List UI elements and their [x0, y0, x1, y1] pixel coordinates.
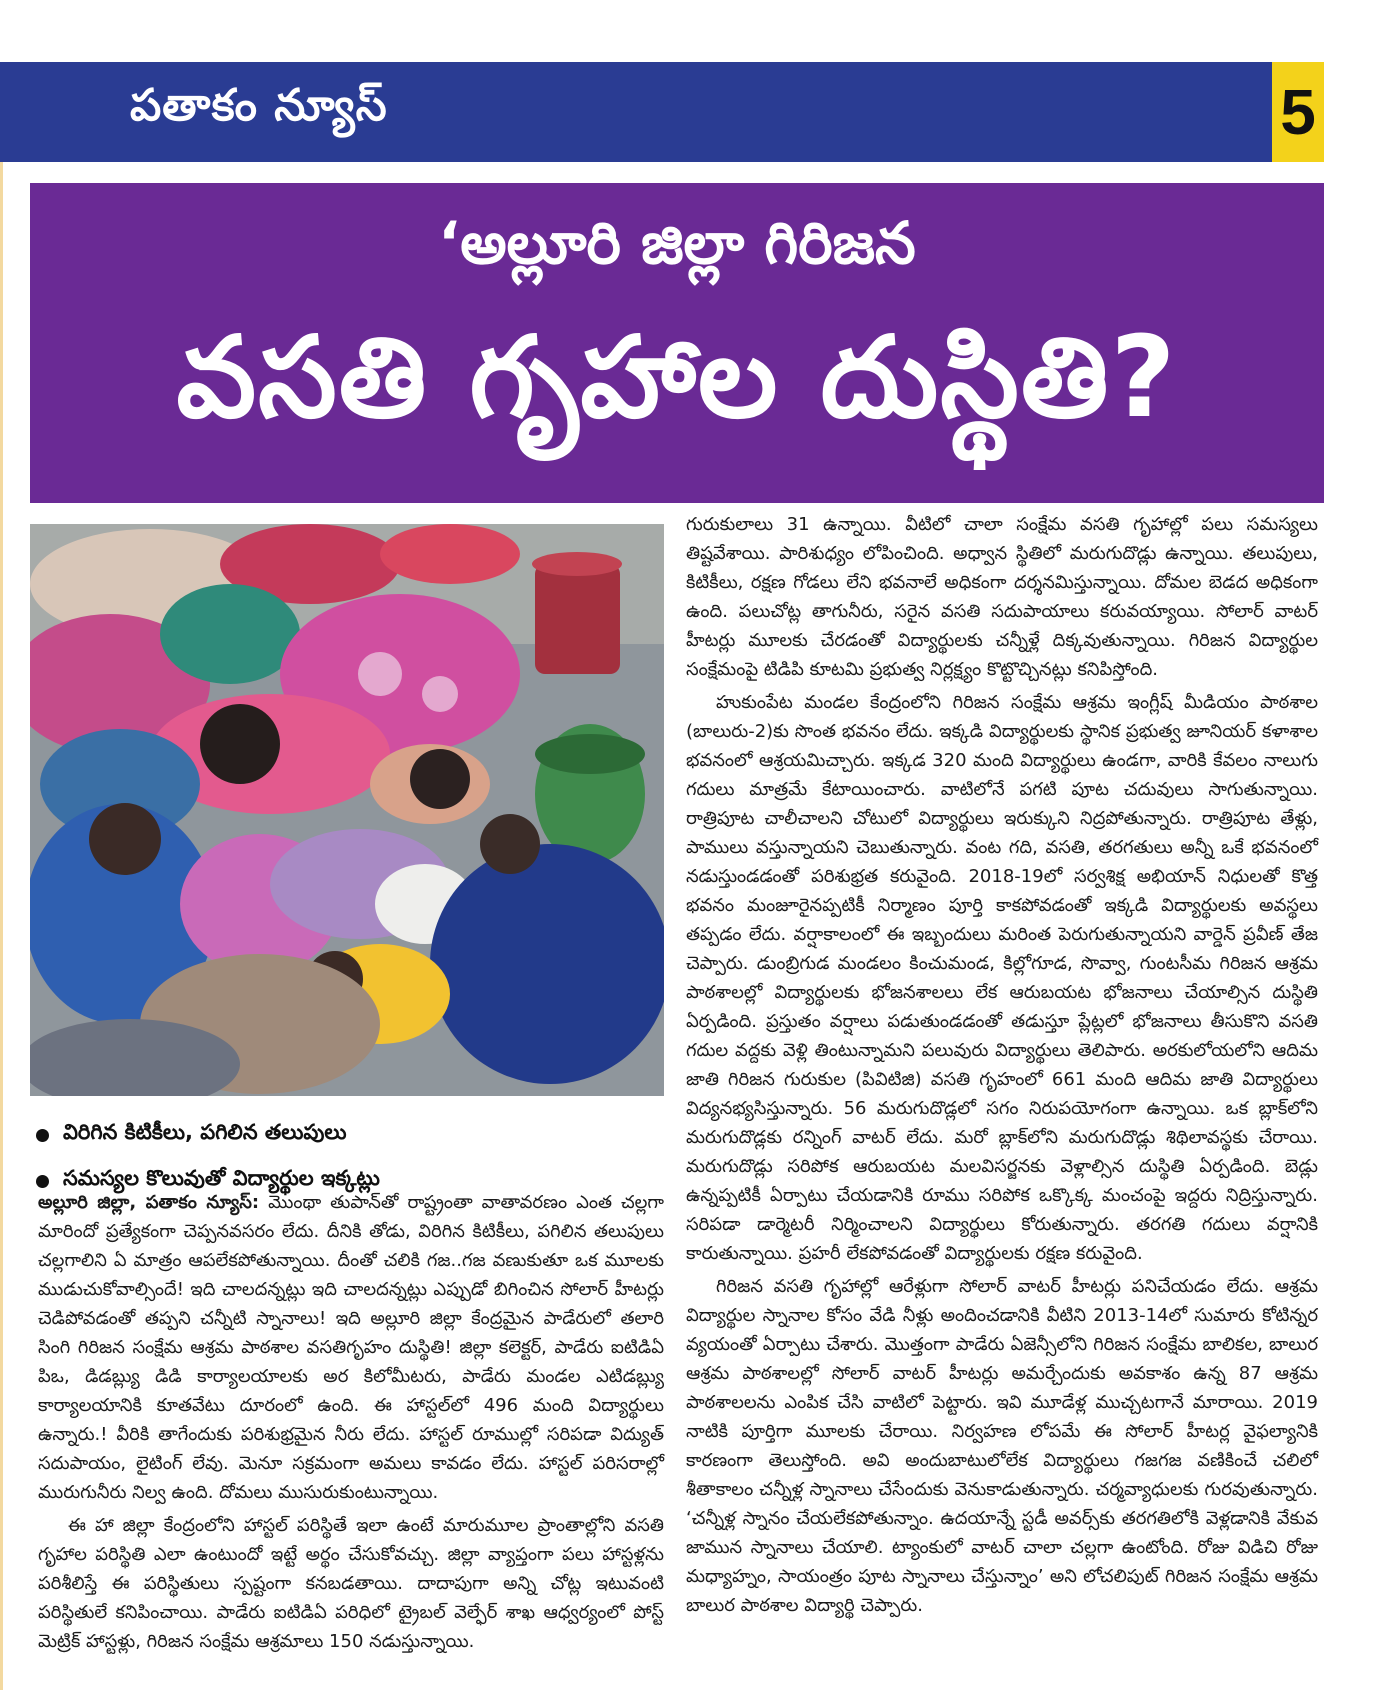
left-margin-rule [0, 160, 3, 1690]
highlight-text: విరిగిన కిటికీలు, పగిలిన తలుపులు [63, 1120, 347, 1144]
newspaper-title: పతాకం న్యూస్ [130, 80, 388, 131]
article-paragraph [38, 1188, 664, 1507]
news-photo [30, 524, 664, 1096]
masthead [0, 62, 1324, 162]
article-column-left [38, 1188, 664, 1660]
headline-kicker: ‘అల్లూరి జిల్లా గిరిజన [438, 209, 916, 277]
bullet-icon [36, 1175, 49, 1188]
article-paragraph: గిరిజన వసతి గృహాల్లో ఆరేళ్లుగా సోలార్ వాటర్ హీటర్లు పనిచేయడం లేదు. ఆశ్రమ విద్యార్థుల స్నానాల కోసం వేడి నీళ్లు అందించడానికి వీటిని 2013-14లో సుమారు కోటిన్నర వ్యయంతో ఏర్పాటు చేశారు. మొత్తంగా పాడేరు ఏజెన్సీలోని గిరిజన సంక్షేమ బాలికల, బాలుర ఆశ్రమ పాఠశాలల్లో సోలార్ వాటర్ హీటర్లు అమర్చేందుకు అవకాశం ఉన్న 87 ఆశ్రమ పాఠశాలలను ఎంపిక చేసి వాటిలో పెట్టారు. ఇవి మూడేళ్ల ముచ్చటగానే మారాయి. 2019 నాటికి పూర్తిగా మూలకు చేరాయి. నిర్వహణ లోపమే ఈ సోలార్ హీటర్ల వైఫల్యానికి కారణంగా తెలుస్తోంది. అవి అందుబాటులోలేక విద్యార్థులు గజగజ వణికించే చలిలో శీతాకాలం చన్నీళ్ల స్నానాలు చేసేందుకు వెనుకాడుతున్నారు. చర్మవ్యాధులకు గురవుతున్నారు. ‘చన్నీళ్ల స్నానం చేయలేకపోతున్నాం. ఉదయాన్నే స్టడీ అవర్స్‌కు తరగతిలోకి వెళ్లడానికి వేకువ జామున స్నానాలు చేయాలి. ట్యాంకులో వాటర్ చాలా చల్లగా ఉంటోంది. రోజు విడిచి రోజు మధ్యాహ్నం, సాయంత్రం పూట స్నానాలు చేస్తున్నాం’ అని లోచలిపుట్ గిరిజన సంక్షేమ ఆశ్రమ బాలుర పాఠశాల విద్యార్థి చెప్పారు. [686, 1276, 1318, 1616]
article-column-right [686, 510, 1318, 1624]
hostel-students-photo [30, 524, 664, 1096]
article-paragraph: ఈ హా జిల్లా కేంద్రంలోని హాస్టల్ పరిస్థితే ఇలా ఉంటే మారుమూల ప్రాంతాల్లోని వసతి గృహాల పరిస్థితి ఎలా ఉంటుందో ఇట్టే అర్థం చేసుకోవచ్చు. జిల్లా వ్యాప్తంగా పలు హాస్టళ్లను పరిశీలిస్తే ఈ పరిస్థితులు స్పష్టంగా కనబడతాయి. దాదాపుగా అన్ని చోట్ల ఇటువంటి పరిస్థితులే కనిపించాయి. పాడేరు ఐటిడిఏ పరిధిలో ట్రైబల్ వెల్ఫేర్ శాఖ ఆధ్వర్యంలో పోస్ట్ మెట్రిక్ హాస్టళ్లు, గిరిజన సంక్షేమ ఆశ్రమాలు 150 నడుస్తున్నాయి. [38, 1515, 664, 1652]
highlight-item [30, 1112, 664, 1158]
highlight-text: సమస్యల కొలువుతో విద్యార్థుల ఇక్కట్లు [63, 1166, 380, 1190]
headline-banner [30, 183, 1324, 503]
main-headline: వసతి గృహాల దుస్థితి? [176, 313, 1178, 443]
article-paragraph: గురుకులాలు 31 ఉన్నాయి. వీటిలో చాలా సంక్షేమ వసతి గృహాల్లో పలు సమస్యలు తిష్టవేశాయి. పారిశుధ్యం లోపించింది. అధ్వాన స్థితిలో మరుగుదొడ్లు ఉన్నాయి. తలుపులు, కిటికీలు, రక్షణ గోడలు లేని భవనాలే అధికంగా దర్శనమిస్తున్నాయి. దోమల బెడద అధికంగా ఉంది. పలుచోట్ల తాగునీరు, సరైన వసతి సదుపాయాలు కరువయ్యాయి. సోలార్ వాటర్ హీటర్లు మూలకు చేరడంతో విద్యార్థులకు చన్నీళ్లే దిక్కవుతున్నాయి. గిరిజన విద్యార్థుల సంక్షేమంపై టిడిపి కూటమి ప్రభుత్వ నిర్లక్ష్యం కొట్టొచ్చినట్లు కనిపిస్తోంది. [686, 514, 1318, 680]
article-paragraph: హుకుంపేట మండల కేంద్రంలోని గిరిజన సంక్షేమ ఆశ్రమ ఇంగ్లీష్ మీడియం పాఠశాల (బాలురు-2)కు సొంత భవనం లేదు. ఇక్కడి విద్యార్థులకు స్థానిక ప్రభుత్వ జూనియర్ కళాశాల భవనంలో ఆశ్రయమిచ్చారు. ఇక్కడ 320 మంది విద్యార్థులు ఉండగా, వారికి కేవలం నాలుగు గదులు మాత్రమే కేటాయించారు. వాటిలోనే పగటి పూట చదువులు సాగుతున్నాయి. రాత్రిపూట చాలీచాలని చోటులో విద్యార్థులు ఇరుక్కుని నిద్రపోతున్నారు. రాత్రిపూట తేళ్లు, పాములు వస్తున్నాయని చెబుతున్నారు. వంట గది, వసతి, తరగతులు అన్నీ ఒకే భవనంలో నడుస్తుండడంతో పరిశుభ్రత కరువైంది. 2018-19లో సర్వశిక్ష అభియాన్ నిధులతో కొత్త భవనం మంజూరైనప్పటికీ నిర్మాణం పూర్తి కాకపోవడంతో ఇక్కడి విద్యార్థులకు అవస్థలు తప్పడం లేదు. వర్షాకాలంలో ఈ ఇబ్బందులు మరింత పెరుగుతున్నాయని వార్డెన్ ప్రవీణ్ తేజ చెప్పారు. డుంబ్రిగుడ మండలం కించుమండ, కిల్లోగూడ, సొవ్వా, గుంటసీమ గిరిజన ఆశ్రమ పాఠశాలల్లో విద్యార్థులకు భోజనశాలలు లేక ఆరుబయట భోజనాలు చేయాల్సిన దుస్థితి ఏర్పడింది. ప్రస్తుతం వర్షాలు పడుతుండడంతో తడుస్తూ ప్లేట్లలో భోజనాలు తీసుకొని వసతి గదుల వద్దకు వెళ్లి తింటున్నామని పలువురు విద్యార్థులు తెలిపారు. అరకులోయలోని ఆదిమ జాతి గిరిజన గురుకుల (పివిటిజి) వసతి గృహంలో 661 మంది ఆదిమ జాతి విద్యార్థులు విద్యనభ్యసిస్తున్నారు. 56 మరుగుదొడ్లలో సగం నిరుపయోగంగా ఉన్నాయి. ఒక బ్లాక్‌లోని మరుగుదొడ్లకు రన్నింగ్ వాటర్ లేదు. మరో బ్లాక్‌లోని మరుగుదొడ్లు శిథిలావస్థకు చేరాయి. మరుగుదొడ్లు సరిపోక ఆరుబయట మలవిసర్జనకు వెళ్లాల్సిన దుస్థితి ఏర్పడింది. బెడ్లు ఉన్నప్పటికీ ఏర్పాటు చేయడానికి రూము సరిపోక ఒక్కొక్క మంచంపై ఇద్దరు నిద్రిస్తున్నారు. సరిపడా డార్మెటరీ నిర్మించాలని విద్యార్థులు కోరుతున్నారు. తరగతి గదులు వర్షానికి కారుతున్నాయి. ప్రహరీ లేకపోవడంతో విద్యార్థులకు రక్షణ కరువైంది. [686, 692, 1318, 1264]
page-number: 5 [1272, 62, 1324, 162]
dateline: అల్లూరి జిల్లా, పతాకం న్యూస్: [38, 1192, 260, 1213]
bullet-icon [36, 1129, 49, 1142]
paragraph-text: మొంథా తుపాన్‌తో రాష్ట్రంతా వాతావరణం ఎంత చల్లగా మారిందో ప్రత్యేకంగా చెప్పనవసరం లేదు. దీనికి తోడు, విరిగిన కిటికీలు, పగిలిన తలుపులు చల్లగాలిని ఏ మాత్రం ఆపలేకపోతున్నాయి. దీంతో చలికి గజ..గజ వణుకుతూ ఒక మూలకు ముడుచుకోవాల్సిందే! ఇది చాలదన్నట్లు ఇది చాలదన్నట్లు ఎప్పుడో బిగించిన సోలార్ హీటర్లు చెడిపోవడంతో తప్పని చన్నీటి స్నానాలు! ఇది అల్లూరి జిల్లా కేంద్రమైన పాడేరులో తలారి సింగి గిరిజన సంక్షేమ ఆశ్రమ పాఠశాల వసతిగృహం దుస్థితి! జిల్లా కలెక్టర్, పాడేరు ఐటిడిఏ పిఒ, డిడబ్ల్యు డిడి కార్యాలయాలకు అర కిలోమీటరు, పాడేరు మండల ఎటిడబ్ల్యు కార్యాలయానికి కూతవేటు దూరంలో ఉంది. ఈ హాస్టల్‌లో 496 మంది విద్యార్థులు ఉన్నారు.! వీరికి తాగేందుకు పరిశుభ్రమైన నీరు లేదు. హాస్టల్ రూముల్లో సరిపడా విద్యుత్ సదుపాయం, లైటింగ్ లేవు. మెనూ సక్రమంగా అమలు కావడం లేదు. హాస్టల్ పరిసరాల్లో మురుగునీరు నిల్వ ఉంది. దోమలు ముసురుకుంటున్నాయి. [38, 1192, 664, 1503]
